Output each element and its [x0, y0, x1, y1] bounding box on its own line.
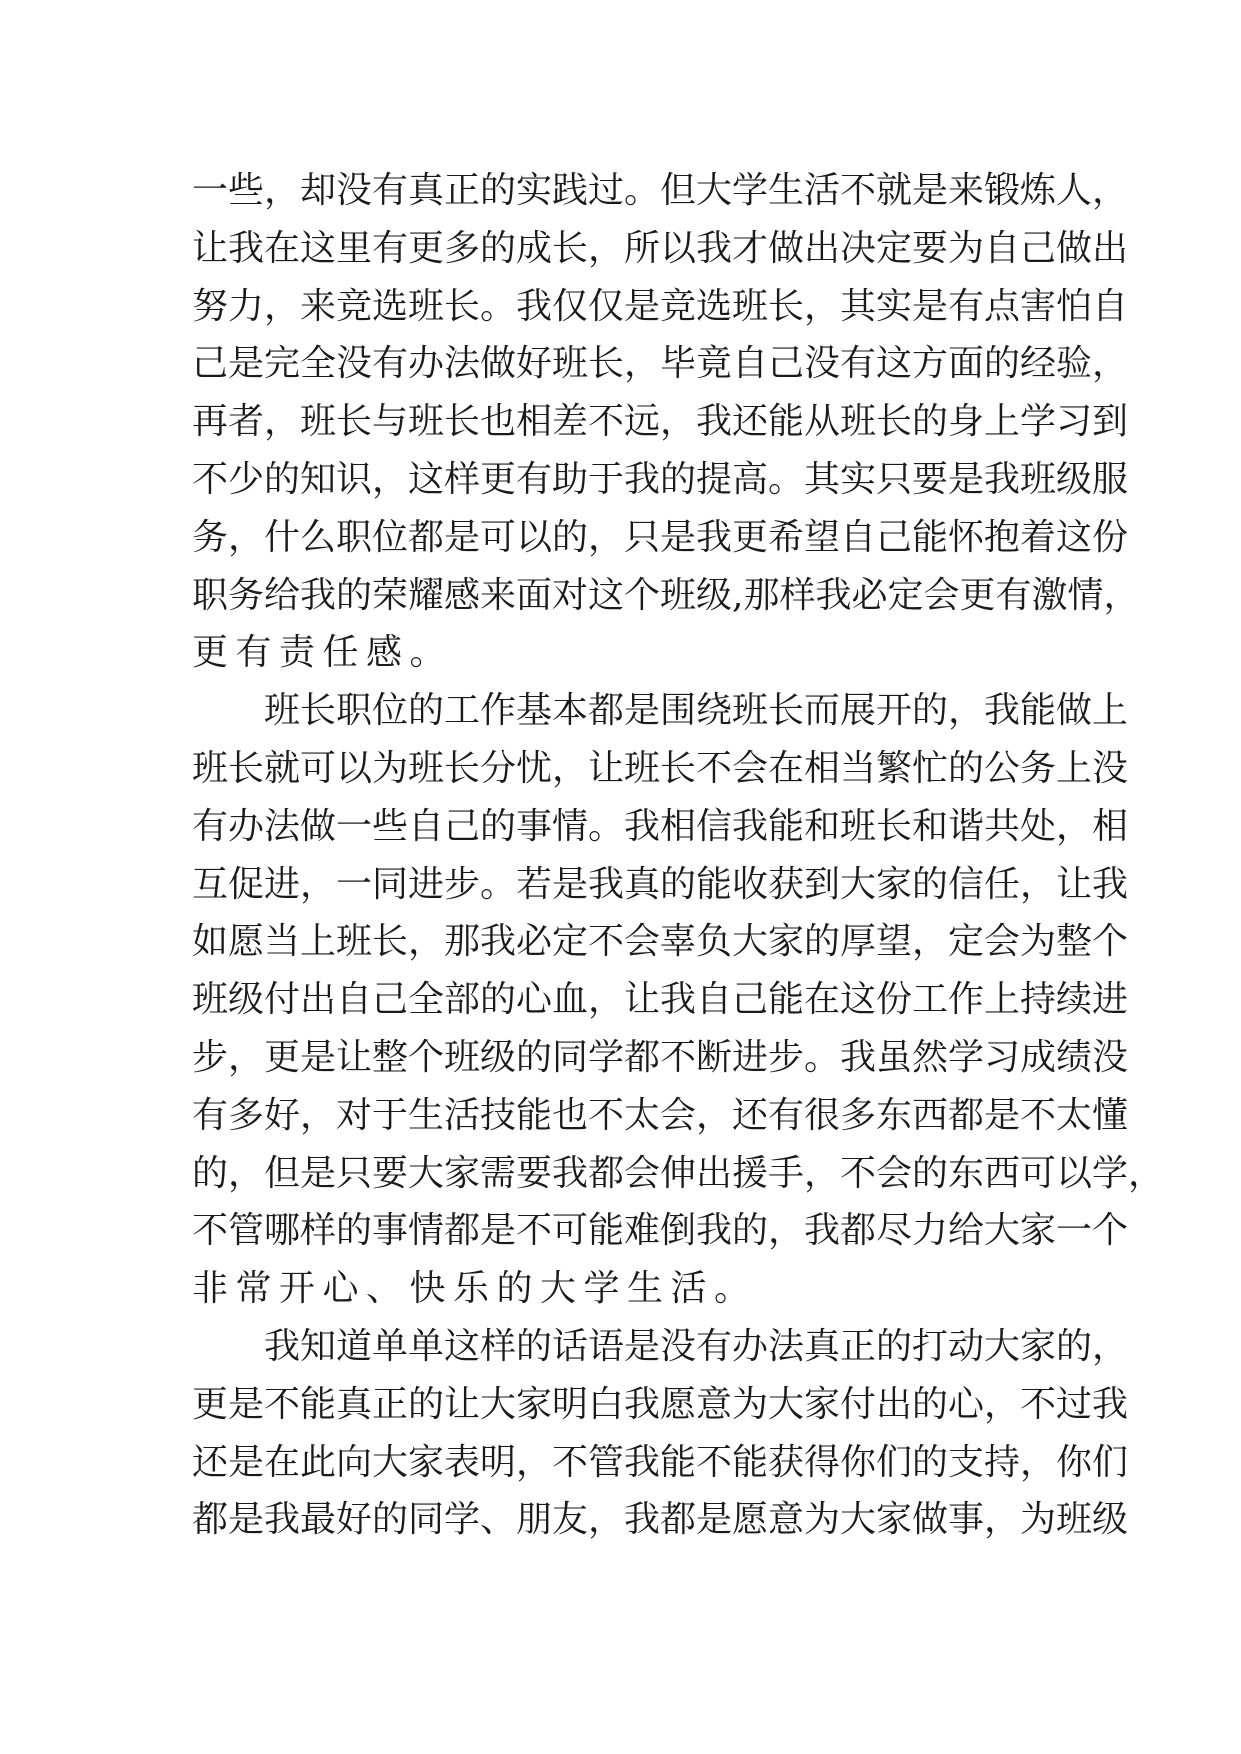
body-text: [192, 162, 1165, 1549]
text-line: 己是完全没有办法做好班长，毕竟自己没有这方面的经验，: [192, 343, 1129, 385]
text-line: 一些，却没有真正的实践过。但大学生活不就是来锻炼人，: [192, 170, 1129, 211]
text-line: 还是在此向大家表明，不管我能不能获得你们的支持，你们: [192, 1441, 1129, 1483]
text-line: 都是我最好的同学、朋友，我都是愿意为大家做事，为班级: [192, 1499, 1129, 1541]
text-line: 有办法做一些自己的事情。我相信我能和班长和谐共处，相: [192, 805, 1129, 847]
text-line: 职务给我的荣耀感来面对这个班级,那样我必定会更有激情，: [192, 574, 1140, 616]
text-line: 步，更是让整个班级的同学都不断进步。我虽然学习成绩没: [192, 1036, 1129, 1078]
text-line: 更是不能真正的让大家明白我愿意为大家付出的心，不过我: [192, 1383, 1129, 1425]
text-line: 让我在这里有更多的成长，所以我才做出决定要为自己做出: [192, 227, 1129, 269]
text-line: 更有责任感。: [192, 632, 454, 674]
text-line: 如愿当上班长，那我必定不会辜负大家的厚望，定会为整个: [192, 921, 1129, 963]
text-line: 我知道单单这样的话语是没有办法真正的打动大家的，: [264, 1325, 1129, 1367]
text-line: 班长就可以为班长分忧，让班长不会在相当繁忙的公务上没: [192, 747, 1129, 789]
text-line: 互促进，一同进步。若是我真的能收获到大家的信任，让我: [192, 863, 1129, 905]
text-line: 有多好，对于生活技能也不太会，还有很多东西都是不太懂: [192, 1094, 1129, 1136]
text-line: 不管哪样的事情都是不可能难倒我的，我都尽力给大家一个: [192, 1210, 1129, 1252]
text-line: 不少的知识，这样更有助于我的提高。其实只要是我班级服: [192, 458, 1129, 500]
text-line: 非常开心、快乐的大学生活。: [192, 1268, 758, 1310]
text-line: 的，但是只要大家需要我都会伸出援手，不会的东西可以学，: [192, 1152, 1165, 1194]
text-line: 努力，来竞选班长。我仅仅是竞选班长，其实是有点害怕自: [192, 285, 1129, 327]
text-line: 班长职位的工作基本都是围绕班长而展开的，我能做上: [264, 690, 1129, 732]
text-line: 班级付出自己全部的心血，让我自己能在这份工作上持续进: [192, 979, 1129, 1021]
text-line: 务，什么职位都是可以的，只是我更希望自己能怀抱着这份: [192, 516, 1129, 558]
text-line: 再者，班长与班长也相差不远，我还能从班长的身上学习到: [192, 401, 1129, 443]
